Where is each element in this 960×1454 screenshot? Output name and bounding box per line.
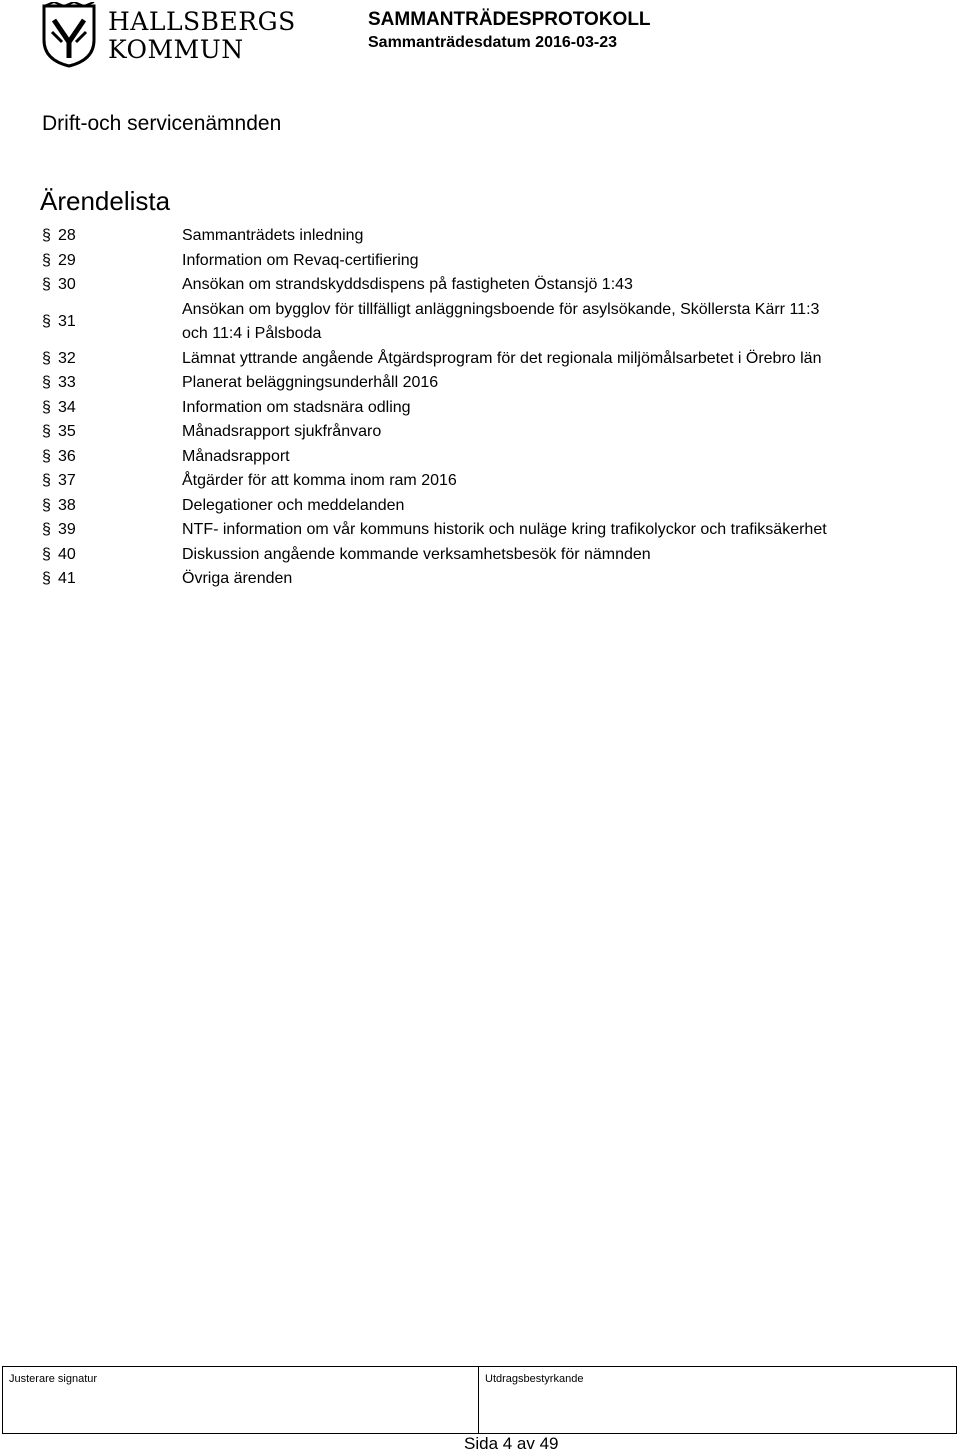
document-title: SAMMANTRÄDESPROTOKOLL <box>368 9 651 30</box>
item-number: 41 <box>58 570 76 587</box>
list-item <box>42 347 902 372</box>
extract-certification-label: Utdragsbestyrkande <box>485 1373 584 1385</box>
item-text: Information om stadsnära odling <box>182 398 411 416</box>
list-item <box>42 420 902 445</box>
item-number: 30 <box>58 276 76 293</box>
logo-line-1: HALLSBERGS <box>108 7 296 36</box>
paragraph-symbol: § <box>42 227 51 244</box>
list-item <box>42 298 902 347</box>
item-text: Åtgärder för att komma inom ram 2016 <box>182 472 457 489</box>
item-number: 31 <box>58 312 76 330</box>
adjuster-signature-label: Justerare signatur <box>9 1373 98 1385</box>
logo-line-2: KOMMUN <box>108 35 244 64</box>
paragraph-symbol: § <box>42 374 51 391</box>
item-number: 36 <box>58 447 76 465</box>
item-number: 28 <box>58 227 76 244</box>
item-number: 39 <box>58 521 76 538</box>
item-number: 29 <box>58 251 76 269</box>
document-header <box>368 8 651 54</box>
item-text: Diskussion angående kommande verksamhetsbesök för nämnden <box>182 545 651 563</box>
item-number: 37 <box>58 472 76 489</box>
item-list <box>42 224 902 592</box>
paragraph-symbol: § <box>42 312 51 330</box>
municipality-logo <box>40 2 296 72</box>
item-text: Ansökan om strandskyddsdispens på fastigheten Östansjö 1:43 <box>182 276 633 293</box>
list-title: Ärendelista <box>40 186 171 216</box>
paragraph-symbol: § <box>42 521 51 538</box>
item-number: 34 <box>58 398 76 416</box>
list-item <box>42 273 902 298</box>
list-item <box>42 469 902 494</box>
municipal-crest-icon <box>40 2 98 68</box>
list-item <box>42 494 902 519</box>
item-text: Lämnat yttrande angående Åtgärdsprogram för det regionala miljömålsarbetet i Örebro län <box>182 349 822 367</box>
footer-divider <box>478 1367 479 1433</box>
paragraph-symbol: § <box>42 251 51 269</box>
paragraph-symbol: § <box>42 447 51 465</box>
signature-box <box>2 1366 957 1434</box>
paragraph-symbol: § <box>42 496 51 514</box>
list-item <box>42 567 902 592</box>
item-text: Ansökan om bygglov för tillfälligt anläggningsboende för asylsökande, Sköllersta Kärr 11:3 och 11:4 i Pålsboda <box>182 300 820 342</box>
meeting-date: Sammanträdesdatum 2016-03-23 <box>368 34 618 51</box>
item-number: 38 <box>58 496 76 514</box>
paragraph-symbol: § <box>42 276 51 293</box>
committee-name: Drift-och servicenämnden <box>42 112 282 135</box>
item-number: 32 <box>58 349 76 367</box>
item-text: Planerat beläggningsunderhåll 2016 <box>182 374 439 391</box>
item-text: Delegationer och meddelanden <box>182 496 405 514</box>
list-item <box>42 518 902 543</box>
list-item <box>42 224 902 249</box>
item-number: 33 <box>58 374 76 391</box>
list-item <box>42 371 902 396</box>
list-item <box>42 543 902 568</box>
item-text: NTF- information om vår kommuns historik och nuläge kring trafikolyckor och trafiksäkerhet <box>182 521 827 538</box>
item-number: 40 <box>58 545 76 563</box>
paragraph-symbol: § <box>42 423 51 440</box>
paragraph-symbol: § <box>42 472 51 489</box>
list-item <box>42 445 902 470</box>
paragraph-symbol: § <box>42 570 51 587</box>
item-number: 35 <box>58 423 76 440</box>
item-text: Sammanträdets inledning <box>182 227 364 244</box>
page-number: Sida 4 av 49 <box>464 1434 559 1453</box>
item-text: Månadsrapport <box>182 447 290 465</box>
item-text: Övriga ärenden <box>182 570 293 587</box>
paragraph-symbol: § <box>42 545 51 563</box>
item-text: Information om Revaq-certifiering <box>182 251 419 269</box>
list-item <box>42 396 902 421</box>
paragraph-symbol: § <box>42 349 51 367</box>
paragraph-symbol: § <box>42 398 51 416</box>
list-item <box>42 249 902 274</box>
item-text: Månadsrapport sjukfrånvaro <box>182 423 382 440</box>
